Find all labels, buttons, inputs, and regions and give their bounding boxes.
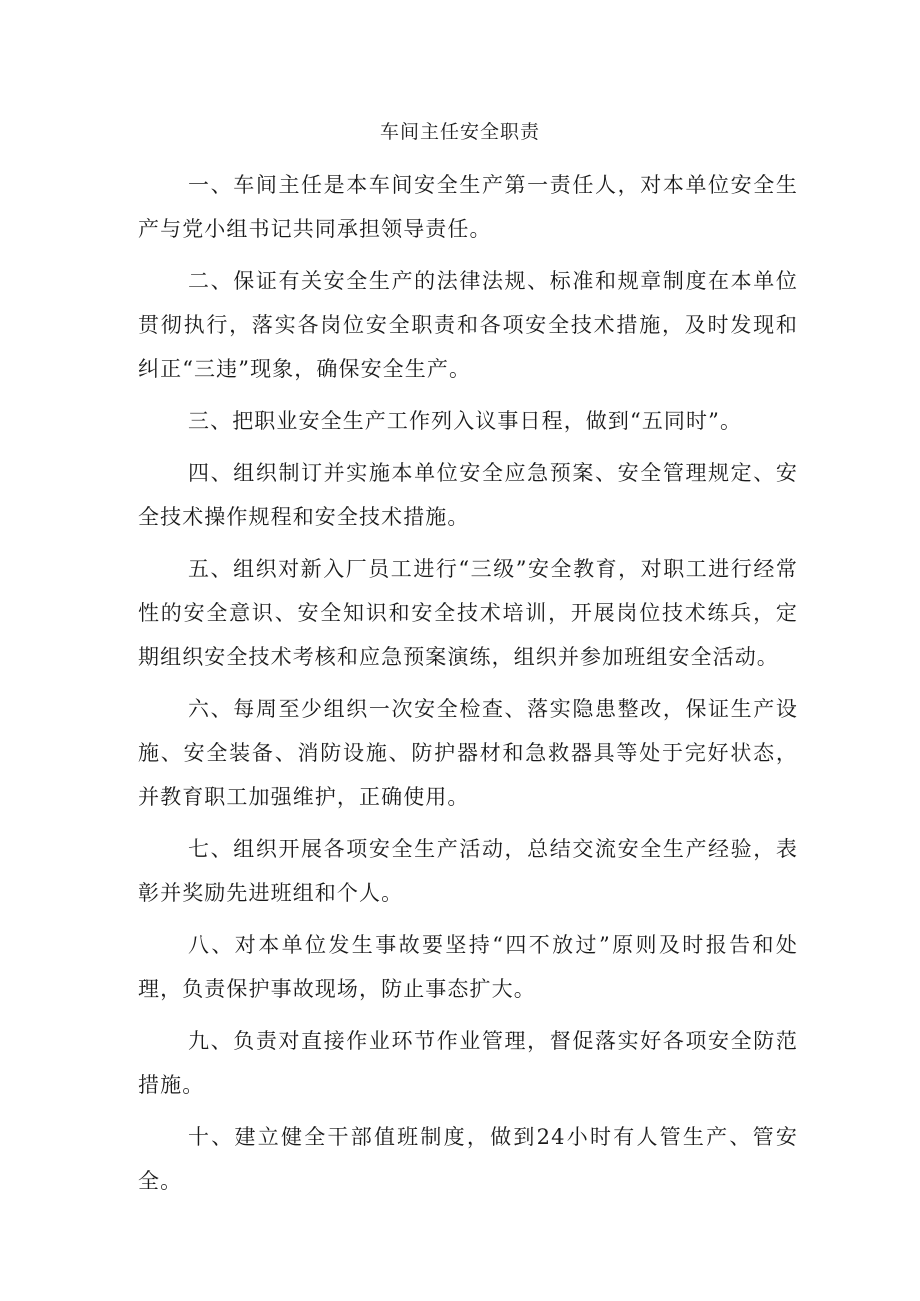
document-title: 车间主任安全职责 xyxy=(379,121,540,143)
paragraph-7: 七、组织开展各项安全生产活动，总结交流安全生产经验，表彰并奖励先进班组和个人。 xyxy=(138,837,798,905)
document-body xyxy=(138,163,798,1203)
paragraph-4: 四、组织制订并实施本单位安全应急预案、安全管理规定、安全技术操作规程和安全技术措施。 xyxy=(138,461,798,529)
paragraph-6: 六、每周至少组织一次安全检查、落实隐患整改，保证生产设施、安全装备、消防设施、防护器材和急救器具等处于完好状态，并教育职工加强维护，正确使用。 xyxy=(138,697,798,809)
paragraph-2: 二、保证有关安全生产的法律法规、标准和规章制度在本单位贯彻执行，落实各岗位安全职责和各项安全技术措施，及时发现和纠正“三违”现象，确保安全生产。 xyxy=(138,269,798,381)
paragraph-8: 八、对本单位发生事故要坚持“四不放过”原则及时报告和处理，负责保护事故现场，防止事态扩大。 xyxy=(138,933,798,1001)
paragraph-9: 九、负责对直接作业环节作业管理，督促落实好各项安全防范措施。 xyxy=(138,1029,798,1097)
paragraph-3: 三、把职业安全生产工作列入议事日程，做到“五同时”。 xyxy=(188,409,743,433)
paragraph-1: 一、车间主任是本车间安全生产第一责任人，对本单位安全生产与党小组书记共同承担领导责任。 xyxy=(138,173,798,241)
paragraph-10: 十、建立健全干部值班制度，做到24小时有人管生产、管安全。 xyxy=(138,1125,798,1193)
paragraph-5: 五、组织对新入厂员工进行“三级”安全教育，对职工进行经常性的安全意识、安全知识和安全技术培训，开展岗位技术练兵，定期组织安全技术考核和应急预案演练，组织并参加班组安全活动。 xyxy=(138,557,798,669)
